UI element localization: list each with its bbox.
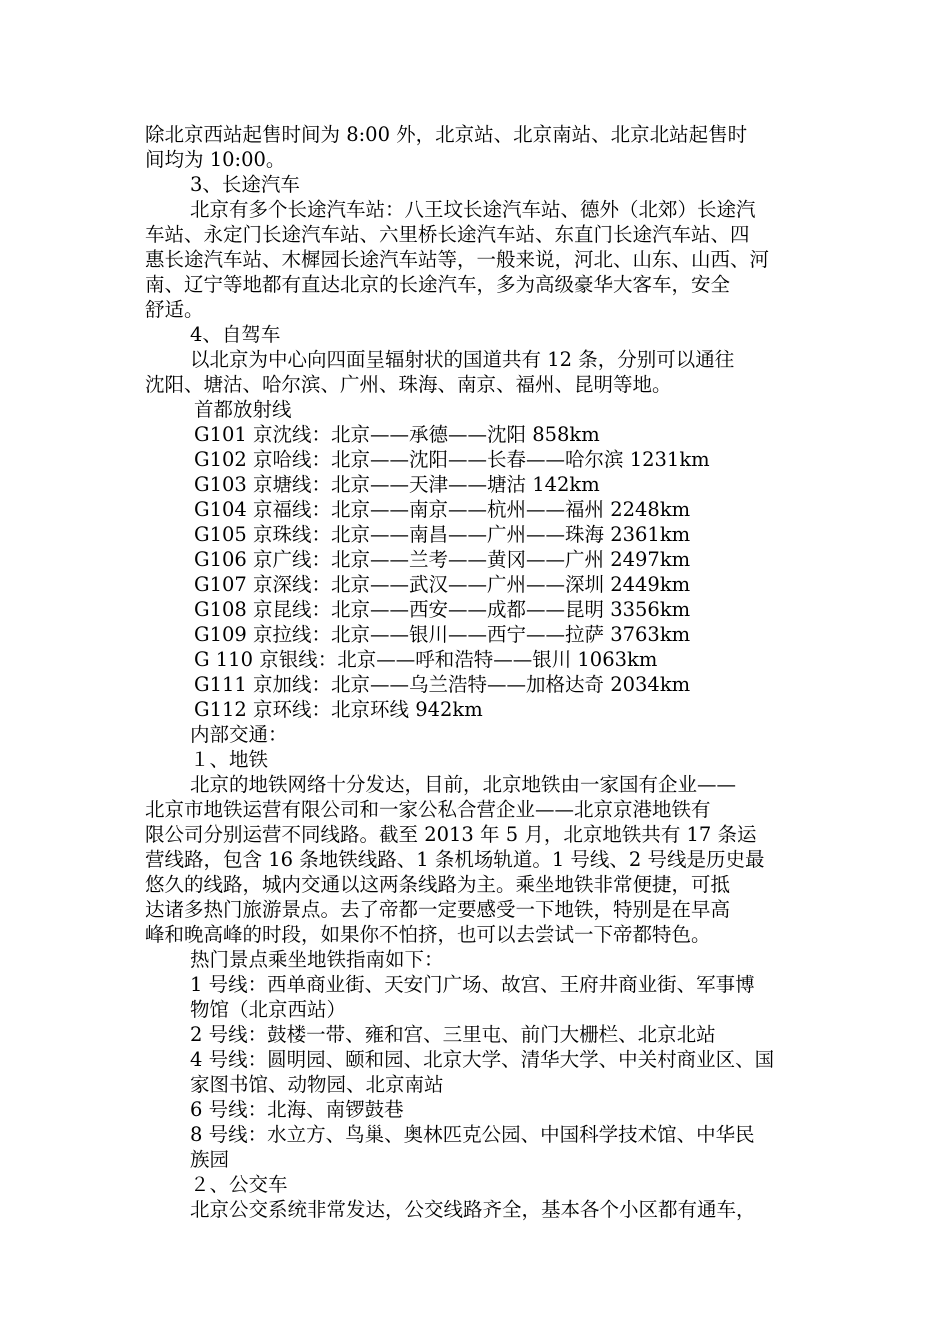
paragraph-line: 除北京西站起售时间为 8:00 外，北京站、北京南站、北京北站起售时 xyxy=(145,123,748,146)
highway-item: G103 京塘线：北京——天津——塘沽 142km xyxy=(194,473,600,496)
paragraph-line: 惠长途汽车站、木樨园长途汽车站等，一般来说，河北、山东、山西、河 xyxy=(145,248,770,271)
paragraph-line: 北京有多个长途汽车站：八王坟长途汽车站、德外（北郊）长途汽 xyxy=(190,198,756,221)
paragraph-line: 舒适。 xyxy=(145,298,204,321)
paragraph-line: 悠久的线路，城内交通以这两条线路为主。乘坐地铁非常便捷，可抵 xyxy=(145,873,731,896)
paragraph-line: 达诸多热门旅游景点。去了帝都一定要感受一下地铁，特别是在早高 xyxy=(145,898,731,921)
highway-item: G108 京昆线：北京——西安——成都——昆明 3356km xyxy=(194,598,691,621)
paragraph-line: 沈阳、塘沽、哈尔滨、广州、珠海、南京、福州、昆明等地。 xyxy=(145,373,672,396)
highway-item: G109 京拉线：北京——银川——西宁——拉萨 3763km xyxy=(194,623,691,646)
highway-item: G107 京深线：北京——武汉——广州——深圳 2449km xyxy=(194,573,691,596)
highway-item: G 110 京银线：北京——呼和浩特——银川 1063km xyxy=(194,648,658,671)
paragraph-line: 北京公交系统非常发达，公交线路齐全，基本各个小区都有通车， xyxy=(190,1198,756,1221)
list-heading: 热门景点乘坐地铁指南如下： xyxy=(190,948,444,971)
paragraph-line: 营线路，包含 16 条地铁线路、1 条机场轨道。1 号线、2 号线是历史最 xyxy=(145,848,765,871)
highway-item: G105 京珠线：北京——南昌——广州——珠海 2361km xyxy=(194,523,691,546)
subway-item: 1 号线：西单商业街、天安门广场、故宫、王府井商业街、军事博 xyxy=(190,973,755,996)
highway-item: G102 京哈线：北京——沈阳——长春——哈尔滨 1231km xyxy=(194,448,710,471)
highway-item: G104 京福线：北京——南京——杭州——福州 2248km xyxy=(194,498,691,521)
subway-item: 4 号线：圆明园、颐和园、北京大学、清华大学、中关村商业区、国 xyxy=(190,1048,775,1071)
section-heading: 内部交通： xyxy=(190,723,288,746)
paragraph-line: 北京的地铁网络十分发达，目前，北京地铁由一家国有企业—— xyxy=(190,773,737,796)
highway-item: G101 京沈线：北京——承德——沈阳 858km xyxy=(194,423,600,446)
subway-item: 物馆（北京西站） xyxy=(190,998,347,1021)
paragraph-line: 间均为 10:00。 xyxy=(145,148,286,171)
section-heading: ２、公交车 xyxy=(190,1173,288,1196)
paragraph-line: 南、辽宁等地都有直达北京的长途汽车，多为高级豪华大客车，安全 xyxy=(145,273,731,296)
subway-item: 家图书馆、动物园、北京南站 xyxy=(190,1073,444,1096)
section-heading: 3、长途汽车 xyxy=(190,173,300,196)
highway-item: G111 京加线：北京——乌兰浩特——加格达奇 2034km xyxy=(194,673,691,696)
section-heading: １、地铁 xyxy=(190,748,269,771)
paragraph-line: 限公司分别运营不同线路。截至 2013 年 5 月，北京地铁共有 17 条运 xyxy=(145,823,757,846)
list-heading: 首都放射线 xyxy=(194,398,292,421)
highway-item: G112 京环线：北京环线 942km xyxy=(194,698,483,721)
highway-item: G106 京广线：北京——兰考——黄冈——广州 2497km xyxy=(194,548,691,571)
subway-item: 2 号线：鼓楼一带、雍和宫、三里屯、前门大栅栏、北京北站 xyxy=(190,1023,716,1046)
subway-item: 族园 xyxy=(190,1148,230,1171)
paragraph-line: 车站、永定门长途汽车站、六里桥长途汽车站、东直门长途汽车站、四 xyxy=(145,223,750,246)
section-heading: 4、自驾车 xyxy=(190,323,281,346)
subway-item: 6 号线：北海、南锣鼓巷 xyxy=(190,1098,404,1121)
paragraph-line: 以北京为中心向四面呈辐射状的国道共有 12 条，分别可以通往 xyxy=(190,348,735,371)
paragraph-line: 北京市地铁运营有限公司和一家公私合营企业——北京京港地铁有 xyxy=(145,798,711,821)
paragraph-line: 峰和晚高峰的时段，如果你不怕挤，也可以去尝试一下帝都特色。 xyxy=(145,923,711,946)
subway-item: 8 号线：水立方、鸟巢、奥林匹克公园、中国科学技术馆、中华民 xyxy=(190,1123,755,1146)
